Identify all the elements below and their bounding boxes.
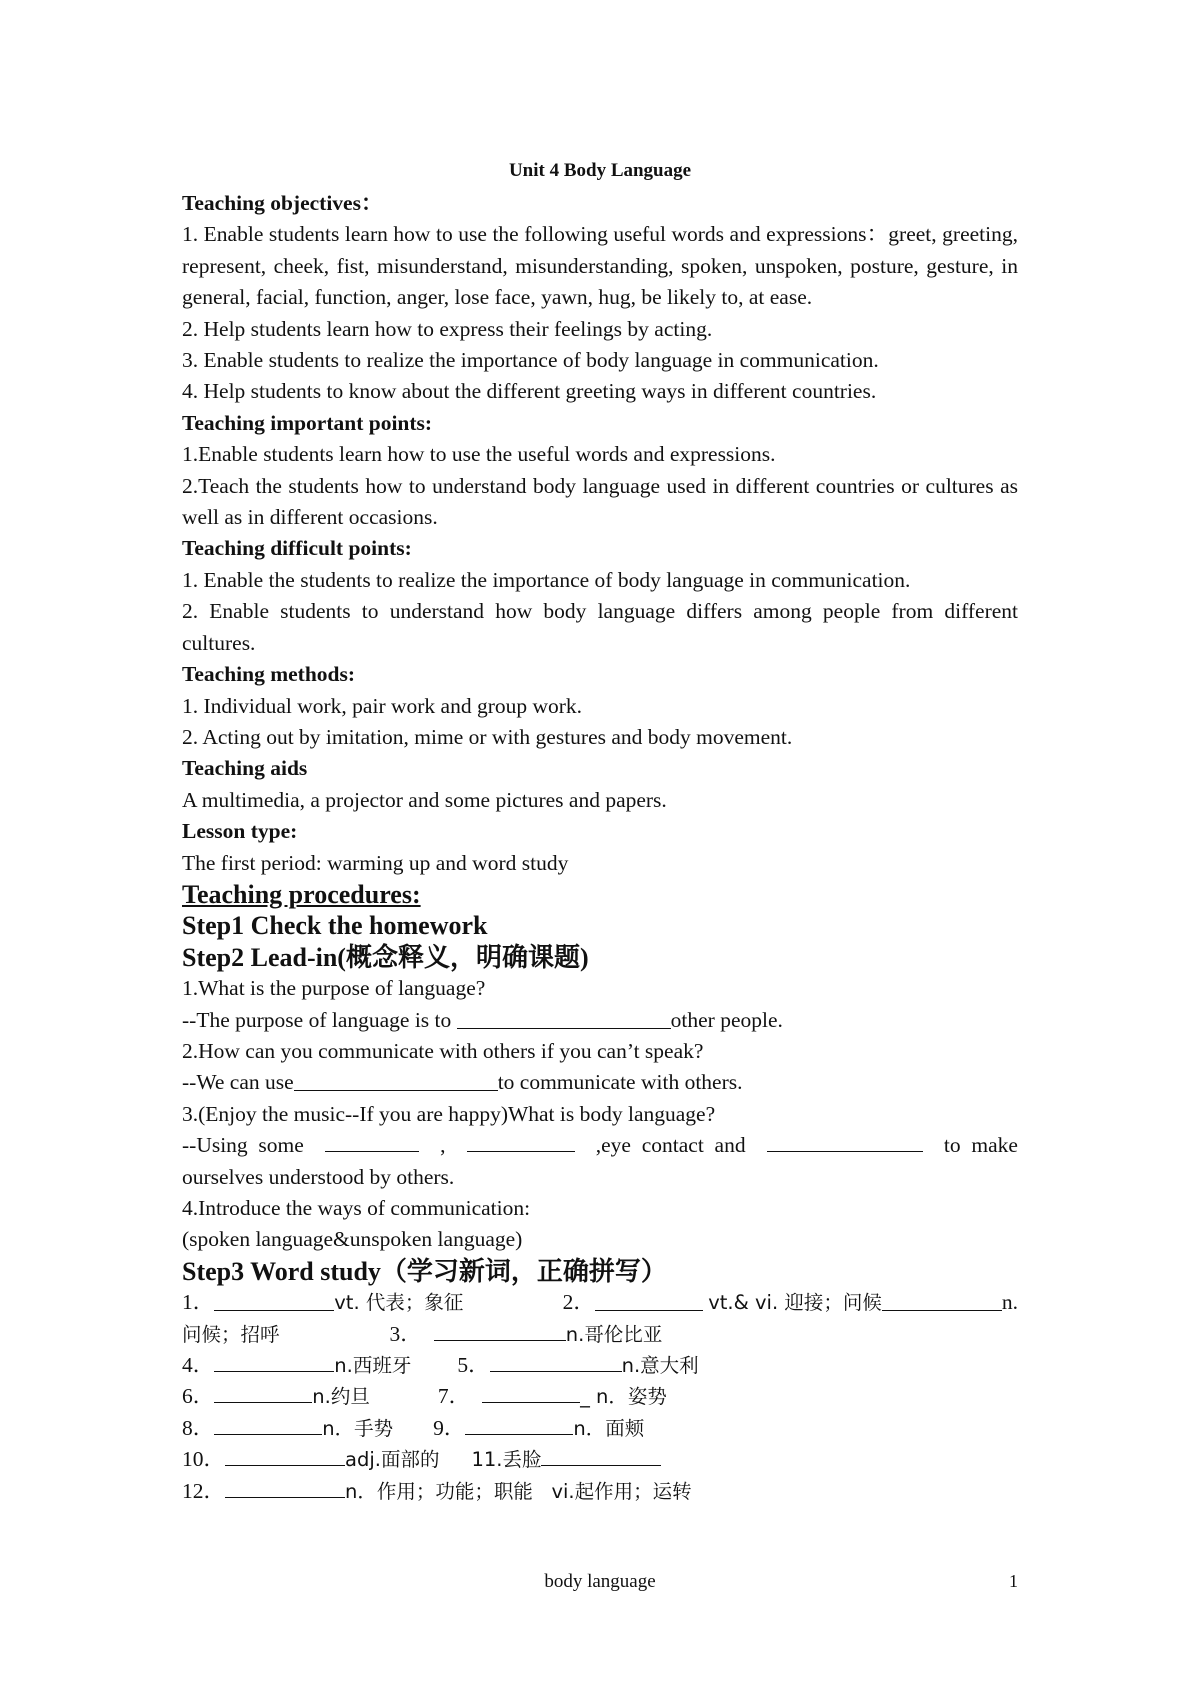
question-4-sub: (spoken language&unspoken language) xyxy=(182,1227,523,1252)
step1-heading: Step1 Check the homework xyxy=(182,911,488,941)
word-blank[interactable] xyxy=(214,1382,312,1403)
question-1: 1.What is the purpose of language? xyxy=(182,976,486,1001)
word-blank[interactable] xyxy=(541,1445,661,1466)
document-body xyxy=(182,188,1018,1507)
word-blank[interactable] xyxy=(882,1290,1002,1311)
word-blank[interactable] xyxy=(214,1290,334,1311)
important-item: 2.Teach the students how to understand body language used in different countries or cultures as well as in different occasions. xyxy=(182,473,1018,530)
question-3: 3.(Enjoy the music--If you are happy)What is body language? xyxy=(182,1101,716,1126)
method-item: 1. Individual work, pair work and group work. xyxy=(182,693,583,718)
aids-heading: Teaching aids xyxy=(182,756,308,781)
answer-blank[interactable] xyxy=(467,1131,575,1152)
question-2: 2.How can you communicate with others if you can’t speak? xyxy=(182,1038,704,1063)
footer-text: body language xyxy=(544,1571,656,1592)
word-blank[interactable] xyxy=(214,1351,334,1372)
aids-text: A multimedia, a projector and some pictures and papers. xyxy=(182,787,667,812)
objectives-heading: Teaching objectives： xyxy=(182,191,383,215)
word-row: 10． adj.面部的 11.丢脸 xyxy=(182,1444,1018,1475)
word-blank[interactable] xyxy=(225,1477,345,1498)
important-heading: Teaching important points: xyxy=(182,410,433,435)
document-title: Unit 4 Body Language xyxy=(508,160,692,181)
word-row: 4． n.西班牙 5． n.意大利 xyxy=(182,1353,699,1378)
lesson-text: The first period: warming up and word study xyxy=(182,850,569,875)
word-blank[interactable] xyxy=(434,1320,566,1341)
answer-blank[interactable] xyxy=(325,1131,419,1152)
step2-heading: Step2 Lead-in(概念释义，明确课题) xyxy=(182,942,589,972)
answer-blank[interactable] xyxy=(294,1070,498,1091)
objective-item: 1. Enable students learn how to use the following useful words and expressions：greet, greeting, represent, cheek, fist, misunderstand, misunderstanding, spoken, unspoken, posture, gesture, in general, facial, function, anger, lose face, yawn, hug, be likely to, at ease. xyxy=(182,222,1018,310)
word-blank[interactable] xyxy=(465,1414,573,1435)
word-row: 问候；招呼 3． n.哥伦比亚 xyxy=(182,1321,663,1346)
word-row: 6． n.约旦 7． _ n．姿势 xyxy=(182,1384,667,1409)
word-blank[interactable] xyxy=(490,1351,622,1372)
word-blank[interactable] xyxy=(482,1382,580,1403)
word-blank[interactable] xyxy=(214,1414,322,1435)
answer-3-cont: ourselves understood by others. xyxy=(182,1164,455,1189)
word-row: 1． vt. 代表；象征 2． vt.& vi. 迎接；问候 n. xyxy=(182,1290,1018,1315)
answer-blank[interactable] xyxy=(767,1131,923,1152)
answer-2: --We can use to communicate with others. xyxy=(182,1070,743,1095)
page-number: 1 xyxy=(1009,1571,1018,1591)
objective-item: 2. Help students learn how to express their feelings by acting. xyxy=(182,316,713,341)
step3-heading: Step3 Word study（学习新词，正确拼写） xyxy=(182,1256,667,1286)
methods-heading: Teaching methods: xyxy=(182,662,356,687)
lesson-heading: Lesson type: xyxy=(182,819,298,844)
procedures-heading: Teaching procedures: xyxy=(182,879,421,909)
objective-item: 4. Help students to know about the different greeting ways in different countries. xyxy=(182,379,877,404)
word-row: 12． n．作用；功能；职能 vi.起作用；运转 xyxy=(182,1478,692,1503)
word-blank[interactable] xyxy=(595,1290,703,1311)
difficult-heading: Teaching difficult points: xyxy=(182,536,412,561)
difficult-item: 1. Enable the students to realize the importance of body language in communication. xyxy=(182,567,911,592)
important-item: 1.Enable students learn how to use the useful words and expressions. xyxy=(182,442,776,467)
objective-item: 3. Enable students to realize the importance of body language in communication. xyxy=(182,348,879,373)
method-item: 2. Acting out by imitation, mime or with gestures and body movement. xyxy=(182,724,793,749)
answer-1: --The purpose of language is to other people. xyxy=(182,1007,783,1032)
answer-3: --Using some , ,eye contact and to make xyxy=(182,1133,1018,1158)
word-blank[interactable] xyxy=(225,1445,345,1466)
difficult-item: 2. Enable students to understand how body language differs among people from different cultures. xyxy=(182,599,1018,655)
question-4: 4.Introduce the ways of communication: xyxy=(182,1196,531,1220)
word-row: 8． n．手势 9． n．面颊 xyxy=(182,1415,645,1440)
answer-blank[interactable] xyxy=(457,1008,671,1029)
